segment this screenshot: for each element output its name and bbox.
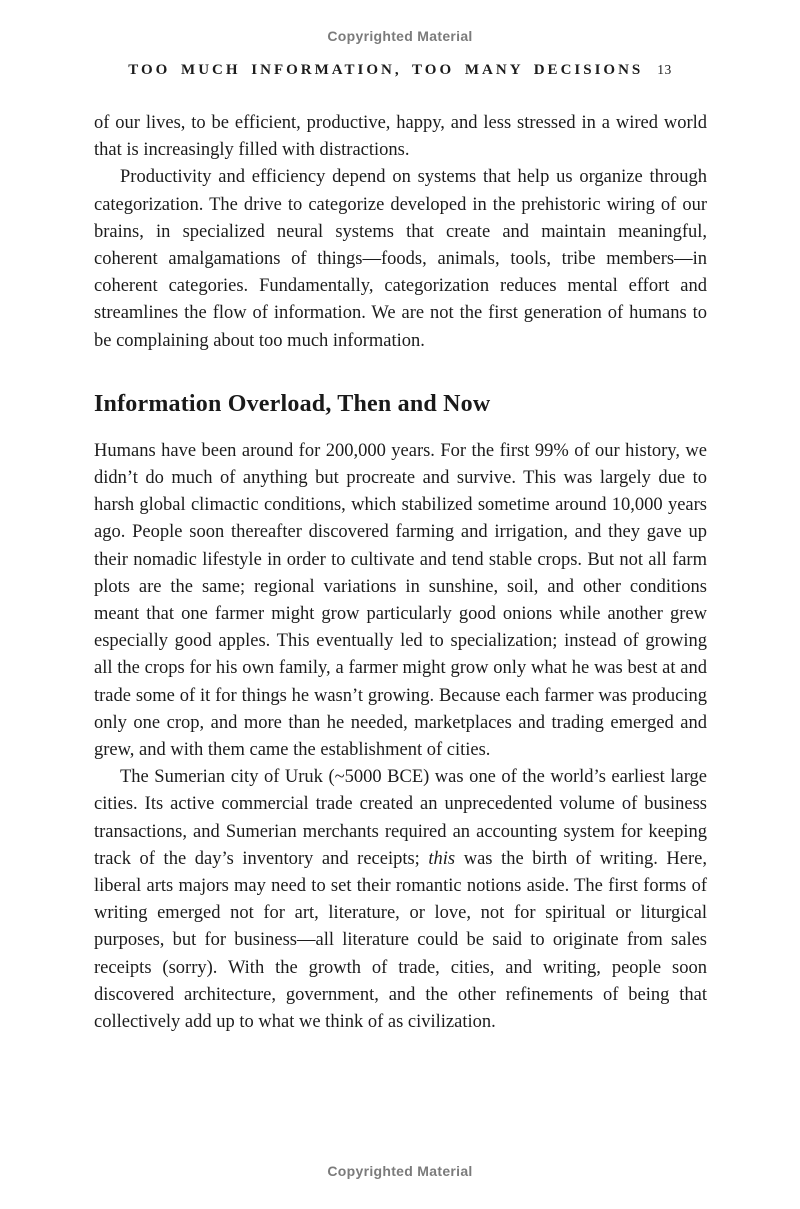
copyright-notice-top: Copyrighted Material [327,28,473,44]
paragraph-sumerian-after: was the birth of writing. Here, liberal arts majors may need to set their romantic notions aside. The first forms of writing emerged not for art, literature, or love, not for spiritual or liturgical purposes, but for business—all literature could be said to originate from sales receipts (sorry). With the growth of trade, cities, and writing, people soon discovered architecture, government, and the other refinements of being that collectively add up to what we think of as civilization. [94,848,708,1033]
copyright-notice-bottom: Copyrighted Material [327,1163,473,1179]
page-number: 13 [657,62,672,77]
running-head [0,61,800,79]
paragraph-humans: Humans have been around for 200,000 years. For the first 99% of our history, we didn’t do much of anything but procreate and survive. This was largely due to harsh global climactic conditions, which stabilized sometime around 10,000 years ago. People soon thereafter discovered farming and irrigation, and they gave up their nomadic lifestyle in order to cultivate and tend stable crops. But not all farm plots are the same; regional variations in sunshine, soil, and other conditions meant that one farmer might grow particularly good onions while another grew especially good apples. This eventually led to specialization; instead of growing all the crops for his own family, a farmer might grow only what he was best at and trade some of it for things he wasn’t growing. Because each farmer was producing only one crop, and more than he needed, marketplaces and trading emerged and grew, and with them came the establishment of cities. [94,440,707,761]
paragraph-productivity: Productivity and efficiency depend on systems that help us organize through categorization. The drive to categorize developed in the prehistoric wiring of our brains, in specialized neural systems that create and maintain meaningful, coherent amalgamations of things—foods, animals, tools, tribe members—in coherent categories. Fundamentally, categorization reduces mental effort and streamlines the flow of information. We are not the first generation of humans to be complaining about too much information. [94,167,707,351]
running-head-title: TOO MUCH INFORMATION, TOO MANY DECISIONS [128,62,644,78]
body-text [94,110,707,1036]
paragraph-sumerian [94,764,707,1036]
paragraph-sumerian-before: The Sumerian city of Uruk (~5000 BCE) was one of the world’s earliest large cities. Its active commercial trade created an unprecedented volume of business transactions, and Sumerian merchants required an accounting system for keeping track of the day’s inventory and receipts; [94,767,707,869]
paragraph-sumerian-italic-word: this [428,848,456,869]
paragraph-continuation: of our lives, to be efficient, productive, happy, and less stressed in a wired world that is increasingly filled with distractions. [94,113,707,161]
section-heading: Information Overload, Then and Now [94,390,491,417]
